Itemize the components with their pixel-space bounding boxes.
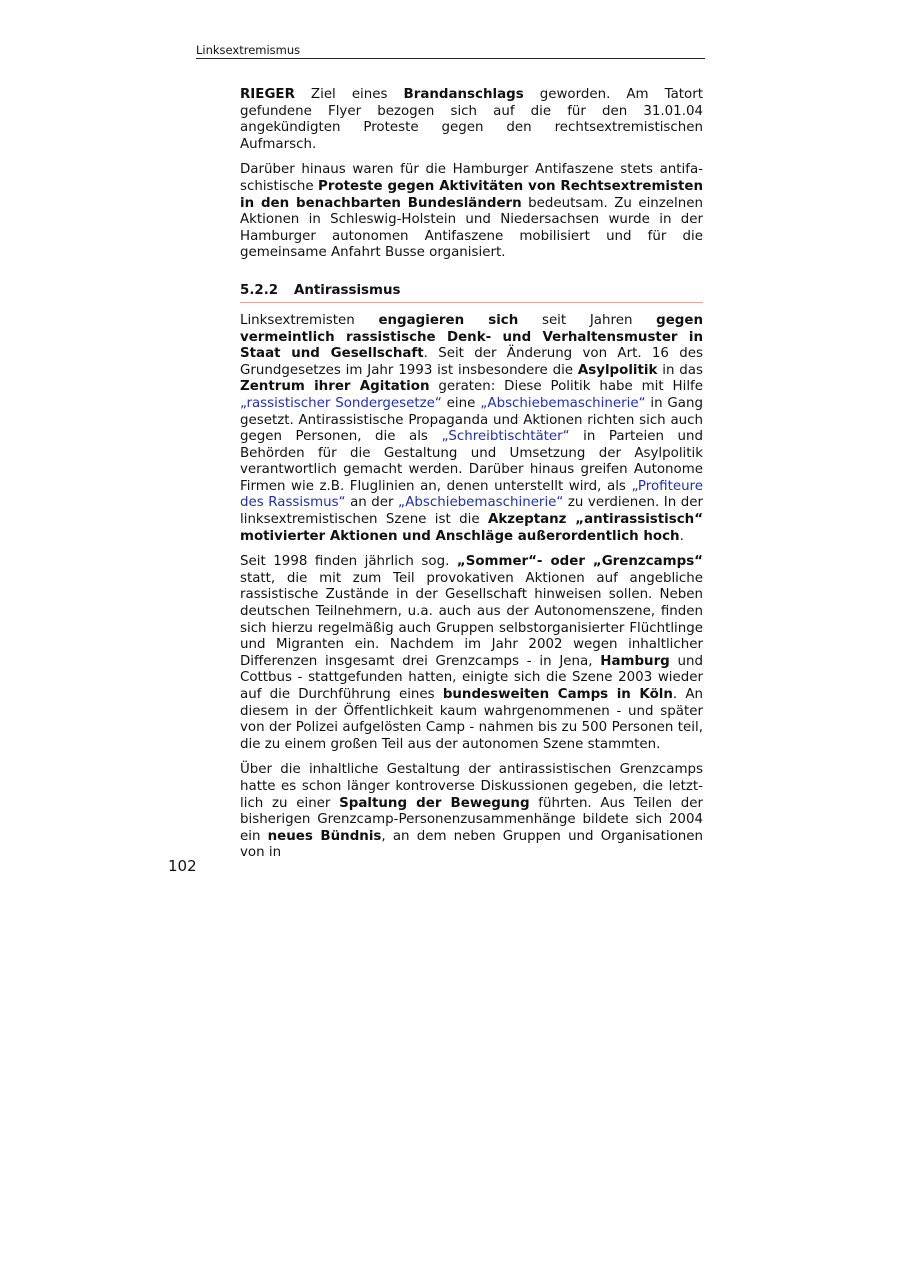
body-text [240,87,703,871]
text-run: Über die inhaltliche Gestaltung der antirassistischen Grenzcamps hatte es schon länger kontroverse Diskussionen gegeben, die letztlich zu einer [240,762,703,811]
text-run: und Cottbus - stattgefunden hatten, einigte sich die Szene 2003 wieder auf die Durchführung eines [240,653,704,702]
text-run: in das [657,362,703,378]
paragraph [240,162,703,262]
text-run: . [679,528,684,544]
text-run: Linksextremisten [240,312,379,328]
paragraph [240,554,703,753]
section-title: Antirassismus [294,282,401,298]
text-run: an der [345,495,399,511]
quoted-term: „rassistischer Sondergesetze“ [240,395,442,411]
bold-phrase: Hamburg [600,653,670,669]
quoted-term: „Abschiebemaschinerie“ [398,495,564,511]
page-number: 102 [168,857,197,875]
bold-phrase: Brandanschlags [403,87,524,102]
text-run: geraten: Diese Politik habe mit Hilfe [429,379,703,395]
text-run: Ziel eines [294,87,404,102]
paragraph [240,313,703,545]
bold-phrase: Spaltung der Bewegung [339,795,530,811]
text-run: führten. Aus Teilen der bisherigen Grenzcamp-Personenzusammenhänge bildete sich 2004 ein [240,795,703,844]
text-run: bedeutsam. Zu einzelnen Aktionen in Schleswig-Holstein und Niedersachsen wurde in der Hamburger autonomen Antifaszene mobilisiert und für die gemeinsame Anfahrt Busse organisiert. [240,195,703,261]
bold-phrase: RIEGER [240,87,295,102]
bold-phrase: neues Bündnis [267,828,382,844]
bold-phrase: bundesweiten Camps in Köln [442,687,673,702]
quoted-term: „Profiteure des Rassismus“ [240,478,703,511]
text-run: in Gang gesetzt. Antirassistische Propaganda und Aktionen richten sich auch gegen Personen, die als [240,395,703,445]
paragraph [240,762,703,862]
text-run: eine [441,395,481,411]
text-run: seit Jahren [518,312,657,328]
bold-phrase: gegen vermeintlich rassistische Denk- und Verhaltensmuster in Staat und Gesellschaft [240,312,703,362]
bold-phrase: „Sommer“- oder „Grenzcamps“ [456,554,703,570]
text-run: in Parteien und Behörden für die Gestaltung und Umsetzung der Asylpolitik verantwortlich gemacht werden. Darüber hinaus greifen Autonome Firmen wie z.B. Fluglinien an, denen unterstellt wird, als [240,429,703,494]
text-run: Seit 1998 finden jährlich sog. [240,554,457,570]
bold-phrase: Proteste gegen Aktivitäten von Rechtsextremisten in den benachbarten Bundesländern [240,178,703,211]
text-run: . An diesem in der Öffentlichkeit kaum wahrgenommenen - und später von der Polizei aufgelösten Camp - nahmen bis zu 500 Personen teil, die zu einem großen Teil aus der autonomen Szene stammten. [240,687,703,752]
section-heading [240,282,703,303]
bold-phrase: Akzeptanz „antirassistisch“ motivierter Aktionen und Anschläge außerordentlich hoch [240,512,703,544]
text-run: zu verdienen. In der linksextremistischen Szene ist die [240,495,703,528]
quoted-term: „Abschiebemaschinerie“ [480,395,646,411]
text-run: geworden. Am Tatort gefundene Flyer bezogen sich auf die für den 31.01.04 angekündigten Proteste gegen den rechtsextremistischen Aufmarsch. [240,87,703,152]
running-header [196,43,705,59]
paragraph [240,87,703,153]
text-run: statt, die mit zum Teil provokativen Aktionen auf angebliche rassistische Zustände in der Gesellschaft hinweisen sollen. Neben deutschen Teilnehmern, u.a. auch aus der Autonomenszene, finden sich hierzu regelmäßig auch Gruppen selbstorganisierter Flüchtlinge und Migranten ein. Nachdem im Jahr 2002 wegen inhaltlicher Differenzen insgesamt drei Grenzcamps - in Jena, [240,570,703,669]
section-number: 5.2.2 [240,282,279,298]
running-title: Linksextremismus [196,43,301,57]
bold-phrase: Asylpolitik [577,362,658,378]
bold-phrase: engagieren sich [378,312,519,328]
quoted-term: „Schreibtischtäter“ [441,429,570,445]
bold-phrase: Zentrum ihrer Agitation [240,379,430,395]
text-run: . Seit der Änderung von Art. 16 des Grundgesetzes im Jahr 1993 ist insbesondere die [240,346,703,378]
text-run: , an dem neben Gruppen und Organisationen von in [240,828,704,861]
text-run: Darüber hinaus waren für die Hamburger Antifaszene stets antifaschistische [240,162,703,194]
